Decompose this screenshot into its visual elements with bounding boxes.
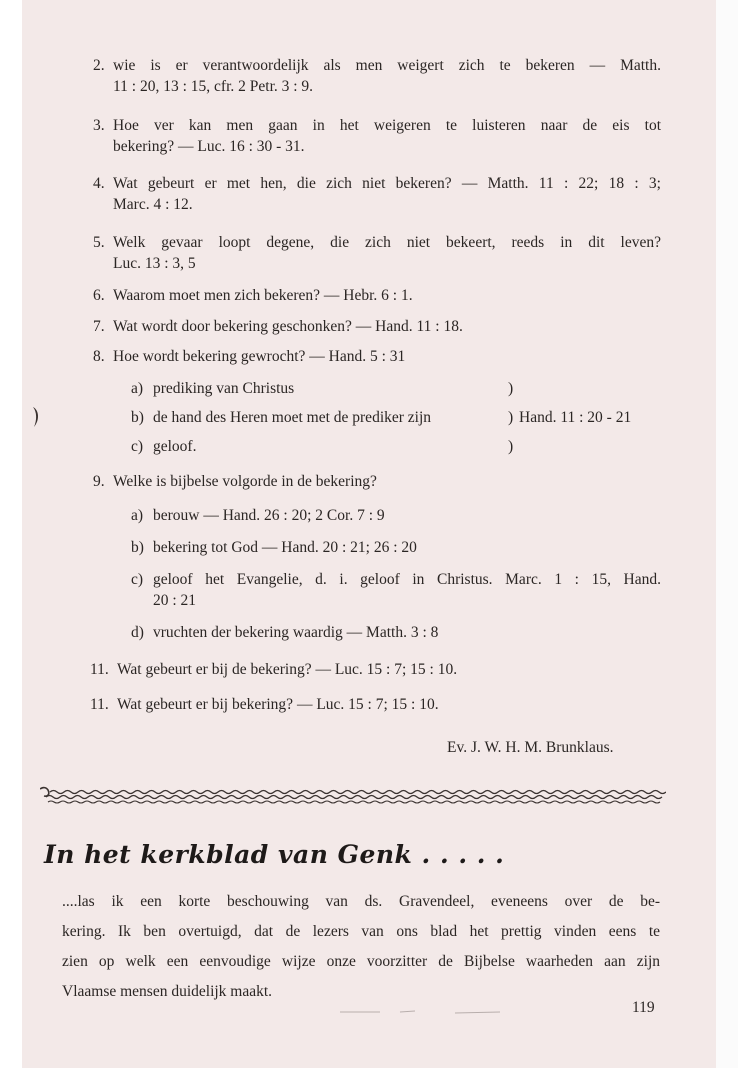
question-number: 7. <box>93 318 105 335</box>
question-number: 2. <box>93 57 105 74</box>
question-number: 6. <box>93 287 105 304</box>
question-4-line-1: Wat gebeurt er met hen, die zich niet bekeren? — Matth. 11 : 22; 18 : 3; <box>113 175 661 192</box>
item-label: a) <box>131 380 144 397</box>
question-11-first: Wat gebeurt er bij de bekering? — Luc. 15 : 7; 15 : 10. <box>117 661 458 678</box>
question-8-item-a: prediking van Christus <box>153 380 295 397</box>
question-11-second: Wat gebeurt er bij bekering? — Luc. 15 : 7; 15 : 10. <box>117 696 439 713</box>
item-label: d) <box>131 624 144 641</box>
question-4-line-2: Marc. 4 : 12. <box>113 196 193 213</box>
item-label: c) <box>131 438 144 455</box>
question-9-item-d: vruchten der bekering waardig — Matth. 3 : 8 <box>153 624 439 641</box>
question-9-item-c-line-1: geloof het Evangelie, d. i. geloof in Christus. Marc. 1 : 15, Hand. <box>153 571 661 588</box>
question-8: Hoe wordt bekering gewrocht? — Hand. 5 : 31 <box>113 348 406 365</box>
bracket: ) <box>508 409 514 426</box>
item-label: b) <box>131 539 144 556</box>
item-label: b) <box>131 409 144 426</box>
question-2-line-2: 11 : 20, 13 : 15, cfr. 2 Petr. 3 : 9. <box>113 78 314 95</box>
item-label: c) <box>131 571 144 588</box>
faint-smudge <box>340 1004 510 1018</box>
question-5-line-2: Luc. 13 : 3, 5 <box>113 255 196 272</box>
paragraph-line-1: ....las ik een korte beschouwing van ds. Gravendeel, eveneens over de be- <box>62 893 660 910</box>
paragraph-line-2: kering. Ik ben overtuigd, dat de lezers van ons blad het prettig vinden eens te <box>62 923 660 940</box>
wavy-divider <box>40 783 666 809</box>
question-9-item-c-line-2: 20 : 21 <box>153 592 197 609</box>
question-number: 8. <box>93 348 105 365</box>
question-9-item-a: berouw — Hand. 26 : 20; 2 Cor. 7 : 9 <box>153 507 385 524</box>
question-2-line-1: wie is er verantwoordelijk als men weigert zich te bekeren — Matth. <box>113 57 661 74</box>
question-number: 4. <box>93 175 105 192</box>
question-7: Wat wordt door bekering geschonken? — Hand. 11 : 18. <box>113 318 463 335</box>
question-number: 11. <box>90 696 109 713</box>
paragraph-line-4: Vlaamse mensen duidelijk maakt. <box>62 983 273 1000</box>
question-8-item-c: geloof. <box>153 438 197 455</box>
item-label: a) <box>131 507 144 524</box>
left-margin <box>0 0 22 1068</box>
section-title: In het kerkblad van Genk . . . . . <box>44 840 505 869</box>
bracket: ) <box>508 380 514 397</box>
question-8-reference: Hand. 11 : 20 - 21 <box>519 409 632 426</box>
question-3-line-1: Hoe ver kan men gaan in het weigeren te luisteren naar de eis tot <box>113 117 661 134</box>
question-number: 3. <box>93 117 105 134</box>
right-margin <box>716 0 738 1068</box>
question-9-item-b: bekering tot God — Hand. 20 : 21; 26 : 20 <box>153 539 417 556</box>
binding-mark-icon <box>30 406 42 428</box>
question-number: 11. <box>90 661 109 678</box>
author-signature: Ev. J. W. H. M. Brunklaus. <box>447 739 614 756</box>
paragraph-line-3: zien op welk een eenvoudige wijze onze voorzitter de Bijbelse waarheden aan zijn <box>62 953 660 970</box>
question-3-line-2: bekering? — Luc. 16 : 30 - 31. <box>113 138 305 155</box>
question-9: Welke is bijbelse volgorde in de bekering? <box>113 473 377 490</box>
question-number: 9. <box>93 473 105 490</box>
bracket: ) <box>508 438 514 455</box>
question-5-line-1: Welk gevaar loopt degene, die zich niet bekeert, reeds in dit leven? <box>113 234 661 251</box>
page-number: 119 <box>632 999 655 1016</box>
question-8-item-b: de hand des Heren moet met de prediker zijn <box>153 409 432 426</box>
question-6: Waarom moet men zich bekeren? — Hebr. 6 : 1. <box>113 287 413 304</box>
question-number: 5. <box>93 234 105 251</box>
